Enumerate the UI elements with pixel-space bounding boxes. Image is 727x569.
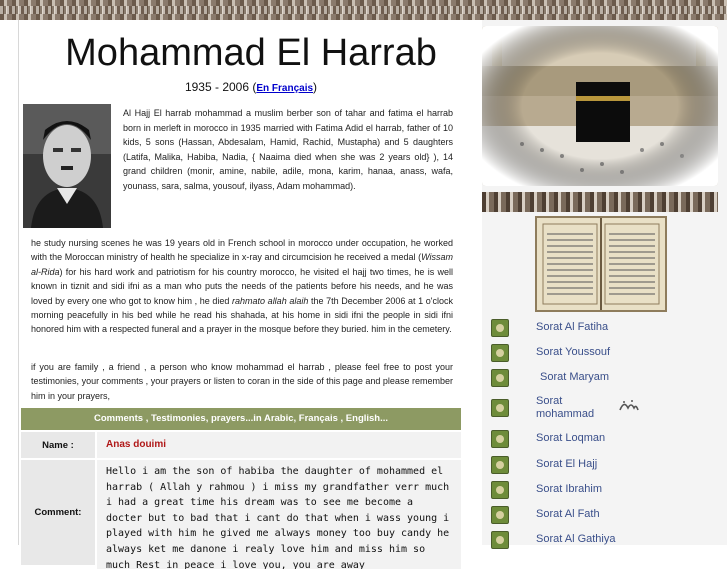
- medal-name: Wissam al-Rida: [31, 252, 453, 277]
- french-version-link[interactable]: En Français: [256, 83, 314, 94]
- comment-text: Hello i am the son of habiba the daughter of mohammed el harrab ( Allah y rahmou ) i miss my grandfather verr much i had a great time his dream was to see me become a docter but to bad that i cant do that when i wass young i played with him he gived me always money too buy candy he always ket me danone i realy love him and miss him so much Rest in peace i love you, you are away: [97, 460, 461, 569]
- sura-item[interactable]: [482, 454, 727, 476]
- sura-item[interactable]: [482, 529, 727, 551]
- play-quran-icon[interactable]: [491, 399, 509, 417]
- play-quran-icon[interactable]: [491, 430, 509, 448]
- play-quran-icon[interactable]: [491, 481, 509, 499]
- portrait-photo: [23, 104, 111, 228]
- name-value: Anas douimi: [97, 432, 461, 458]
- mid-ornament-border: [482, 192, 718, 212]
- sura-item[interactable]: [482, 428, 727, 450]
- sura-item[interactable]: [482, 479, 727, 501]
- comments-header: Comments , Testimonies, prayers...in Arabic, Français , English...: [21, 408, 461, 430]
- sidebar: [482, 20, 727, 545]
- play-quran-icon[interactable]: [491, 531, 509, 549]
- play-quran-icon[interactable]: [491, 344, 509, 362]
- sura-link[interactable]: Sorat Youssouf: [536, 346, 611, 358]
- sura-link[interactable]: Sorat Maryam: [540, 371, 610, 383]
- sura-item[interactable]: [482, 317, 727, 339]
- sura-item[interactable]: [482, 342, 727, 364]
- sura-item[interactable]: [482, 504, 727, 526]
- years-close: ): [313, 80, 318, 94]
- play-quran-icon[interactable]: [491, 456, 509, 474]
- sura-link[interactable]: Sorat Al Fatiha: [536, 321, 609, 333]
- career-paragraph: he study nursing scenes he was 19 years old in French school in morocco under occupation, he worked with the Moroccan ministry of health he specialize in x-ray and circumcision he received a medal (Wissam al-Rida) for his hard work and patriotism for his country morocco, he visited el hajj two times, he is well known in tiznit and sidi ifni as a man who puts the needs of the patients before his needs, and he was loved by every one who got to know him , he died rahmato allah alaih the 7th December 2006 at 1 o'clock morning peacefully in his bed while he read his shahada, at his home in sidi ifni the people in sidi ifni honored him with a respected funeral and a prayer in the mosque before they buried. him in the cemetery.: [31, 238, 453, 335]
- page-title: Mohammad El Harrab: [65, 32, 437, 74]
- years-text: 1935 - 2006 (: [184, 80, 257, 94]
- sura-item[interactable]: [482, 392, 727, 422]
- rahmato-text: rahmato allah alaih: [232, 295, 309, 306]
- sura-item[interactable]: [482, 367, 727, 389]
- play-quran-icon[interactable]: [491, 369, 509, 387]
- kaaba-photo: [482, 26, 718, 186]
- main-content: [18, 20, 483, 569]
- name-label: Name :: [21, 432, 95, 458]
- calligraphy-icon: [618, 398, 640, 414]
- biography-text: Al Hajj El harrab mohammad a muslim berber son of tahar and fatima el harrab born in merleft in morocco in 1935 married with Fatima Adid el harrab, father of 10 kids, 5 sons (Hassan, Abdesalam, Hamid, Rachid, Mustapha) and 5 daughters (Latifa, Malika, Habiba, Nadia, { Naaima died when she was 2 years old} ), 14 grand children (monir, amine, nabile, adile, mona, karim, hanaa, anass, wafa, younass, sara, salma, yousouf, ilyass, Adam mohammad).: [123, 108, 453, 191]
- sura-link[interactable]: Sorat Al Fath: [536, 508, 600, 520]
- sura-link[interactable]: Sorat Loqman: [536, 432, 606, 444]
- play-quran-icon[interactable]: [491, 506, 509, 524]
- comment-name-row: [21, 432, 461, 458]
- sura-link[interactable]: Sorat Ibrahim: [536, 483, 603, 495]
- sura-link[interactable]: Sorat El Hajj: [536, 458, 598, 470]
- life-years: [19, 80, 483, 94]
- sura-link[interactable]: Sorat Al Gathiya: [536, 533, 616, 545]
- play-quran-icon[interactable]: [491, 319, 509, 337]
- top-ornament-border: [0, 0, 727, 20]
- comment-label: Comment:: [21, 460, 95, 565]
- sura-link[interactable]: Sorat mohammad: [536, 395, 595, 420]
- comment-body-row: [21, 460, 461, 569]
- quran-image: [535, 216, 667, 312]
- invitation-paragraph: if you are family , a friend , a person who know mohammad el harrab , please feel free to post your testimonies, your comments , your prayers or listen to coran in the side of this page and please remember him in your prayers,: [31, 362, 453, 401]
